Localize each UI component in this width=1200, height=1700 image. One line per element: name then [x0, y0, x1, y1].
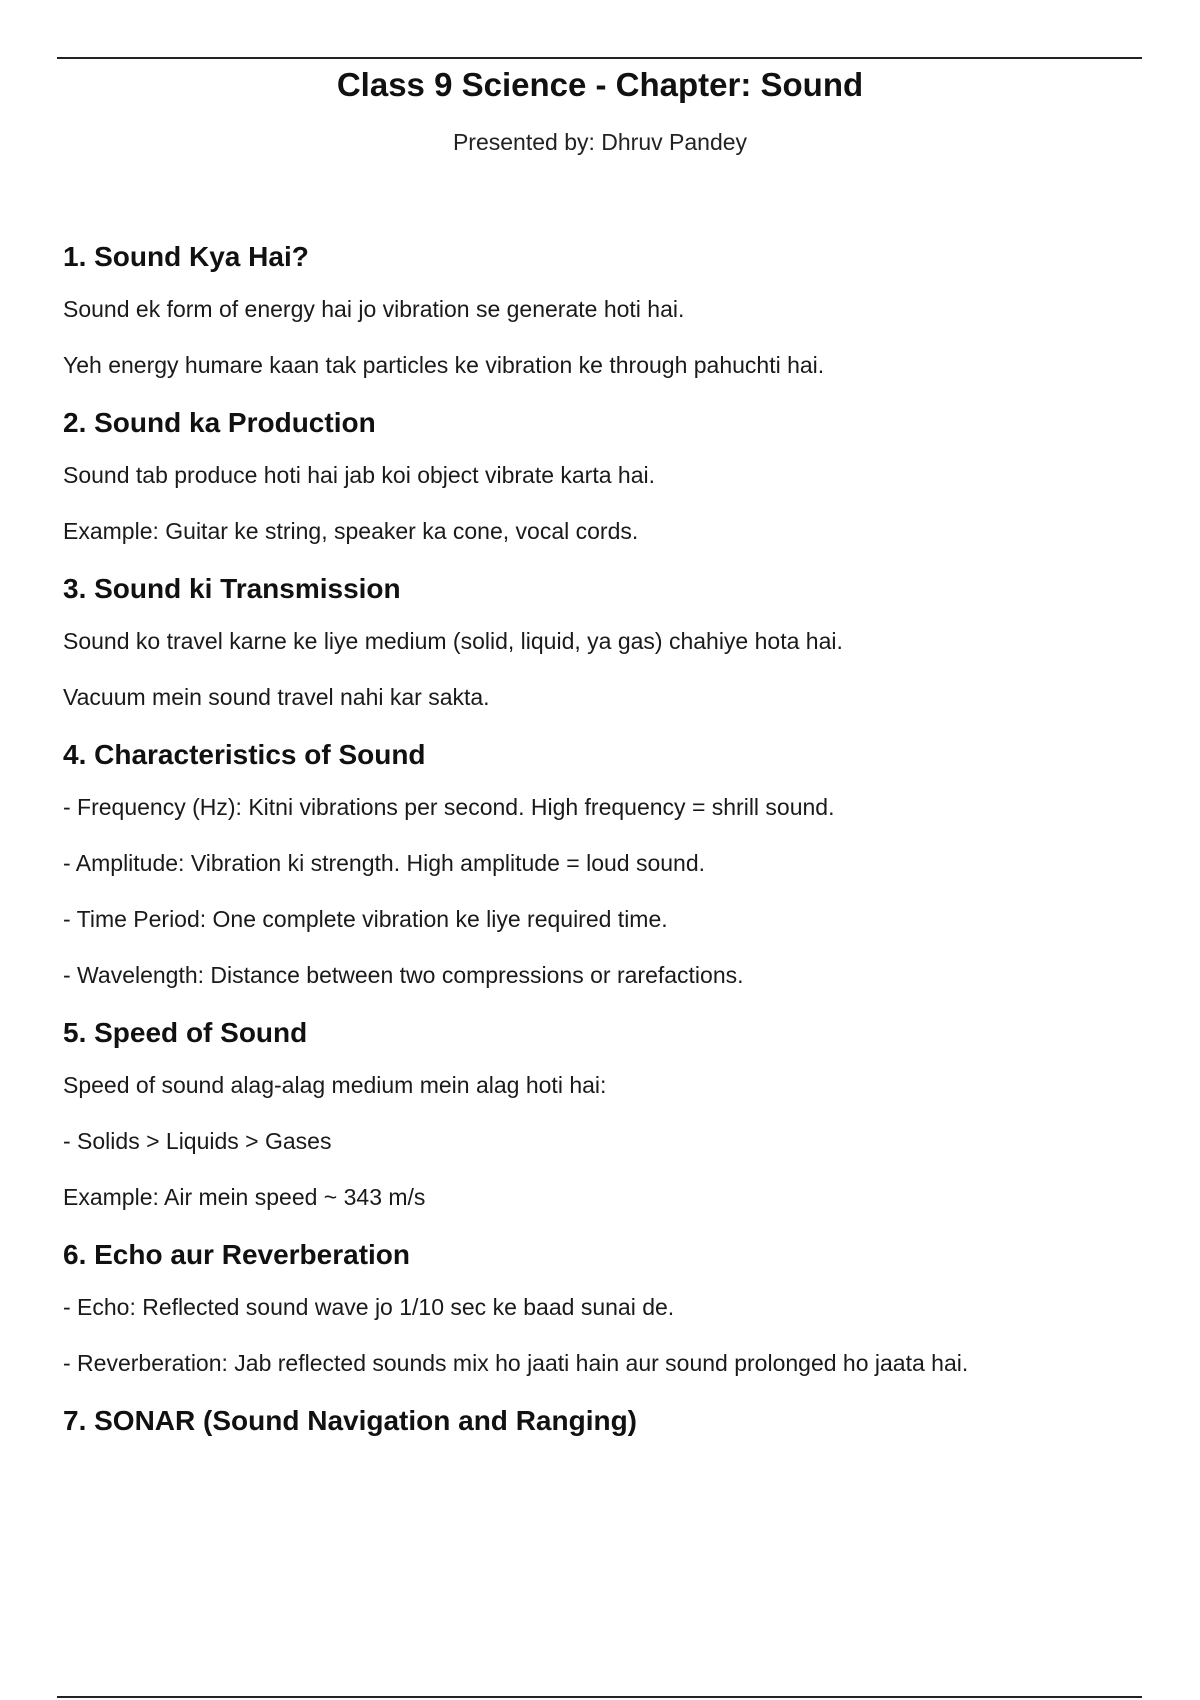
section-heading: 4. Characteristics of Sound [63, 739, 426, 770]
paragraph: Speed of sound alag-alag medium mein alag hoti hai: [63, 1072, 607, 1098]
paragraph: Example: Air mein speed ~ 343 m/s [63, 1184, 426, 1210]
paragraph: Example: Guitar ke string, speaker ka cone, vocal cords. [63, 518, 639, 544]
list-item: - Amplitude: Vibration ki strength. High amplitude = loud sound. [63, 850, 706, 876]
list-item: - Wavelength: Distance between two compressions or rarefactions. [63, 962, 744, 988]
section-heading: 1. Sound Kya Hai? [63, 241, 309, 272]
section-sound-transmission [63, 572, 1143, 712]
section-heading: 5. Speed of Sound [63, 1017, 308, 1048]
paragraph: Sound tab produce hoti hai jab koi object vibrate karta hai. [63, 462, 655, 488]
list-item: - Solids > Liquids > Gases [63, 1128, 332, 1154]
section-characteristics [63, 738, 1143, 990]
paragraph: Sound ko travel karne ke liye medium (solid, liquid, ya gas) chahiye hota hai. [63, 628, 843, 654]
paragraph: Yeh energy humare kaan tak particles ke vibration ke through pahuchti hai. [63, 352, 825, 378]
section-sound-production [63, 406, 1143, 546]
section-heading: 3. Sound ki Transmission [63, 573, 401, 604]
section-sound-kya-hai [63, 240, 1143, 380]
document-body [63, 240, 1143, 1458]
paragraph: Sound ek form of energy hai jo vibration se generate hoti hai. [63, 296, 685, 322]
list-item: - Echo: Reflected sound wave jo 1/10 sec ke baad sunai de. [63, 1294, 675, 1320]
list-item: - Time Period: One complete vibration ke liye required time. [63, 906, 668, 932]
section-heading: 2. Sound ka Production [63, 407, 376, 438]
section-heading: 7. SONAR (Sound Navigation and Ranging) [63, 1405, 637, 1436]
list-item: - Reverberation: Jab reflected sounds mix ho jaati hain aur sound prolonged ho jaata hai. [63, 1350, 969, 1376]
section-heading: 6. Echo aur Reverberation [63, 1239, 411, 1270]
document-title: Class 9 Science - Chapter: Sound [336, 66, 864, 103]
list-item: - Frequency (Hz): Kitni vibrations per second. High frequency = shrill sound. [63, 794, 835, 820]
section-sonar [63, 1404, 1143, 1438]
section-echo-reverberation [63, 1238, 1143, 1378]
bottom-rule [57, 1696, 1142, 1698]
document-subtitle: Presented by: Dhruv Pandey [452, 129, 748, 155]
top-rule [57, 57, 1142, 59]
paragraph: Vacuum mein sound travel nahi kar sakta. [63, 684, 490, 710]
section-speed-of-sound [63, 1016, 1143, 1212]
